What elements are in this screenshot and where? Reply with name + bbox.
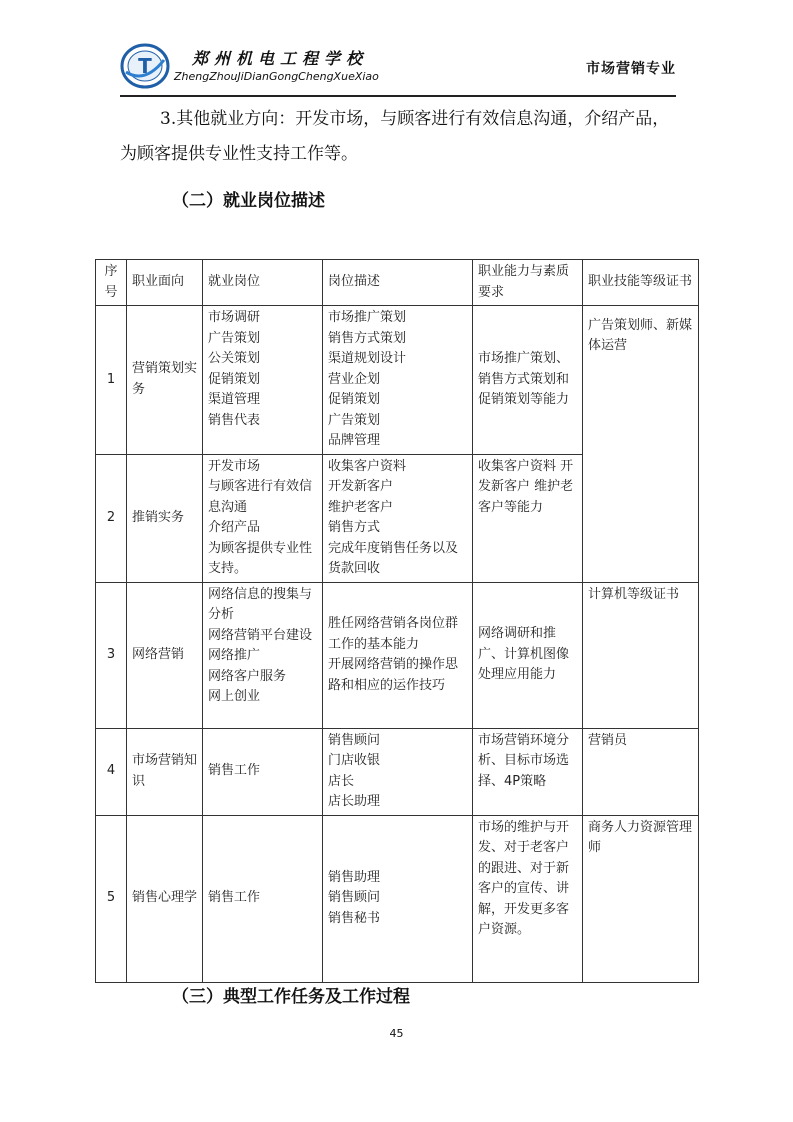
row-desc [323, 582, 473, 728]
desc-item: 店长 [328, 773, 355, 789]
header-no: 序号 [96, 260, 127, 306]
row-field: 销售心理学 [127, 815, 203, 982]
row-jobs [203, 306, 323, 455]
header-ability: 职业能力与素质要求 [473, 260, 583, 306]
row-desc [323, 728, 473, 815]
job-item: 网络客户服务 [208, 668, 287, 684]
row-cert [583, 306, 699, 583]
job-item: 网络营销平台建设 [208, 627, 313, 643]
row-desc [323, 815, 473, 982]
desc-item: 维护老客户 [328, 499, 394, 515]
header-divider [120, 95, 676, 97]
row-jobs [203, 815, 323, 982]
desc-item: 门店收银 [328, 753, 381, 768]
desc-item: 收集客户资料 [328, 458, 407, 474]
desc-item: 广告策划 [328, 412, 381, 428]
job-item: 销售工作 [208, 763, 261, 779]
row-cert: 计算机等级证书 [583, 582, 699, 728]
row-ability: 市场的维护与开发、对于老客户的跟进、对于新客户的宣传、讲解，开发更多客户资源。 [473, 815, 583, 982]
row-no: 5 [96, 815, 127, 982]
table-row [96, 728, 699, 815]
section-heading-job-description: （二）就业岗位描述 [172, 191, 325, 211]
row-ability: 收集客户资料 开发新客户 维护老客户等能力 [473, 454, 583, 582]
desc-item: 店长助理 [328, 794, 381, 809]
row-no: 4 [96, 728, 127, 815]
row-no: 1 [96, 306, 127, 455]
svg-text:T: T [138, 54, 152, 78]
job-item: 广告策划 [208, 330, 261, 346]
row-field: 营销策划实务 [127, 306, 203, 455]
row-cert: 商务人力资源管理师 [583, 815, 699, 982]
job-item: 网络信息的搜集与分析 [208, 586, 313, 622]
table-row [96, 815, 699, 982]
job-item: 销售工作 [208, 890, 261, 906]
cert-text: 广告策划师、新媒体运营 [588, 317, 693, 354]
desc-item: 开发新客户 [328, 479, 394, 494]
desc-item: 销售秘书 [328, 910, 381, 926]
row-field: 推销实务 [127, 454, 203, 582]
desc-item: 销售方式 [328, 520, 381, 535]
page-number: 45 [389, 1027, 404, 1040]
header-cert: 职业技能等级证书 [583, 260, 699, 306]
row-jobs [203, 582, 323, 728]
row-field: 网络营销 [127, 582, 203, 728]
job-item: 介绍产品 [208, 520, 261, 535]
desc-item: 开展网络营销的操作思路和相应的运作技巧 [328, 657, 459, 693]
row-desc [323, 306, 473, 455]
job-item: 公关策划 [208, 351, 261, 366]
job-item: 网上创业 [208, 689, 261, 704]
section-heading-typical-tasks: （三）典型工作任务及工作过程 [172, 987, 410, 1007]
desc-item: 营业企划 [328, 371, 381, 387]
job-item: 渠道管理 [208, 392, 261, 407]
row-ability: 网络调研和推广、计算机图像处理应用能力 [473, 582, 583, 728]
row-ability: 市场推广策划、销售方式策划和促销策划等能力 [473, 306, 583, 455]
desc-item: 完成年度销售任务以及货款回收 [328, 540, 459, 576]
desc-item: 品牌管理 [328, 433, 381, 448]
employment-direction-paragraph: 3.其他就业方向：开发市场，与顾客进行有效信息沟通，介绍产品，为顾客提供专业性支持工作等。 [120, 109, 670, 164]
header-desc: 岗位描述 [323, 260, 473, 306]
job-position-table [95, 259, 699, 983]
school-name-en: ZhengZhouJiDianGongChengXueXiao [174, 70, 379, 83]
page-header [120, 40, 676, 96]
row-cert: 营销员 [583, 728, 699, 815]
desc-item: 销售顾问 [328, 732, 381, 748]
row-no: 3 [96, 582, 127, 728]
row-jobs [203, 454, 323, 582]
desc-item: 市场推广策划 [328, 310, 407, 325]
row-desc [323, 454, 473, 582]
row-ability: 市场营销环境分析、目标市场选择、4P策略 [473, 728, 583, 815]
desc-item: 渠道规划设计 [328, 351, 407, 366]
row-jobs [203, 728, 323, 815]
desc-item: 销售助理 [328, 869, 381, 885]
job-item: 为顾客提供专业性支持。 [208, 540, 313, 576]
major-title: 市场营销专业 [586, 61, 676, 77]
desc-item: 销售顾问 [328, 890, 381, 906]
job-item: 网络推广 [208, 648, 261, 663]
row-no: 2 [96, 454, 127, 582]
header-jobs: 就业岗位 [203, 260, 323, 306]
desc-item: 促销策划 [328, 392, 381, 407]
header-field: 职业面向 [127, 260, 203, 306]
row-field: 市场营销知识 [127, 728, 203, 815]
desc-item: 胜任网络营销各岗位群工作的基本能力 [328, 616, 459, 652]
job-item: 促销策划 [208, 371, 261, 387]
table-row [96, 306, 699, 455]
job-item: 销售代表 [208, 412, 261, 428]
table-row [96, 582, 699, 728]
desc-item: 销售方式策划 [328, 330, 407, 346]
job-item: 市场调研 [208, 310, 261, 325]
table-header-row [96, 260, 699, 306]
job-item: 开发市场 [208, 458, 261, 474]
job-item: 与顾客进行有效信息沟通 [208, 479, 313, 515]
school-logo-icon [120, 42, 170, 90]
school-name-cn: 郑州机电工程学校 [192, 49, 369, 68]
